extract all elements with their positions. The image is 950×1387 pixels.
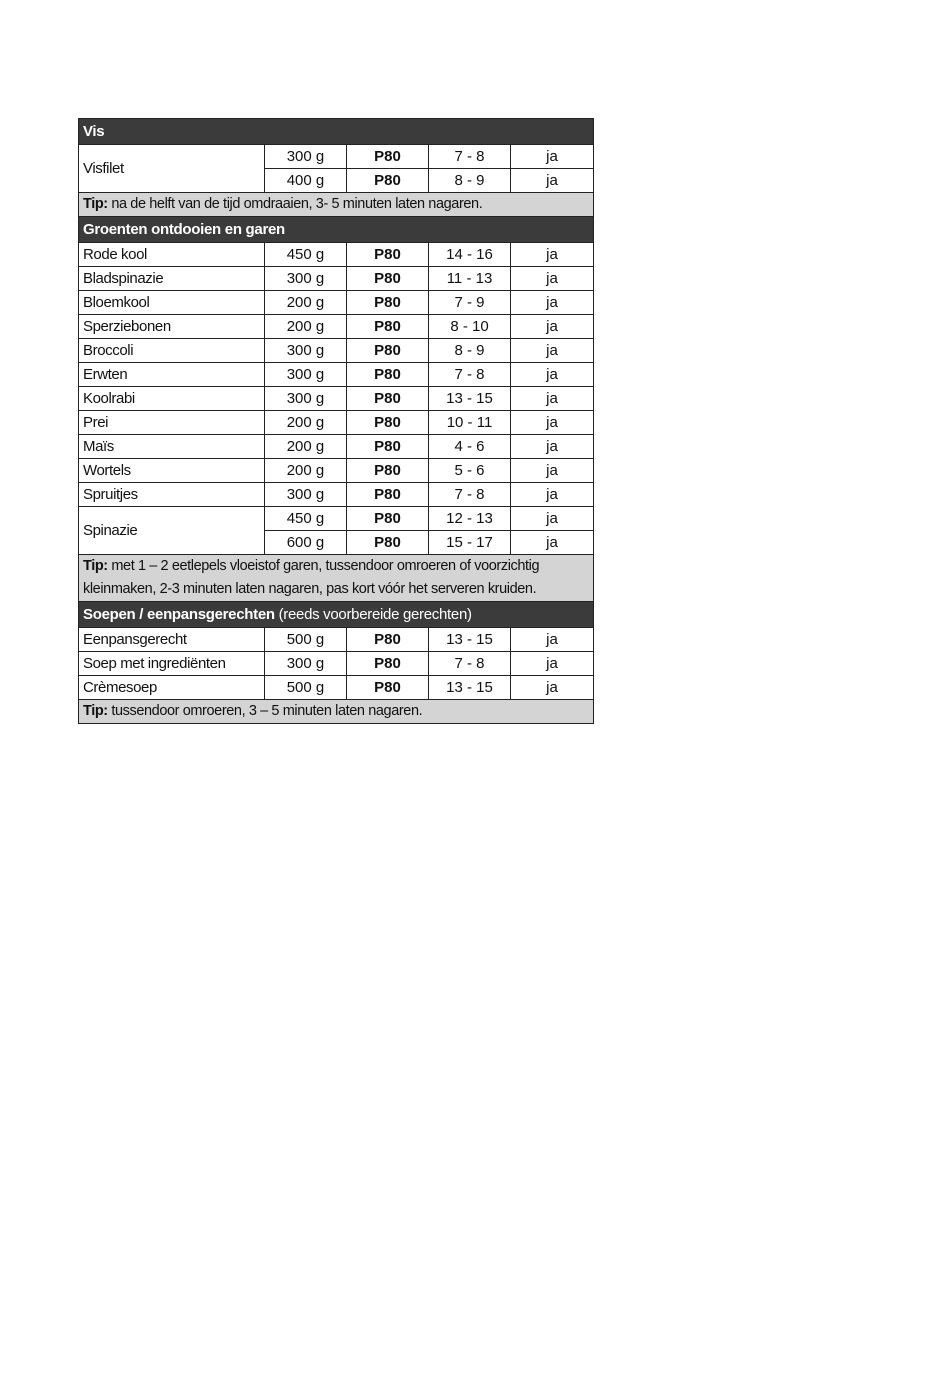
cook-time: 7 - 9 — [429, 291, 511, 315]
section-header-groenten — [79, 217, 594, 243]
food-name: Maïs — [79, 435, 265, 459]
tip-cell — [79, 555, 594, 602]
power-level: P80 — [347, 628, 429, 652]
cook-time: 13 - 15 — [429, 628, 511, 652]
answer: ja — [511, 145, 594, 169]
weight: 300 g — [265, 267, 347, 291]
cook-time: 15 - 17 — [429, 531, 511, 555]
cook-time: 4 - 6 — [429, 435, 511, 459]
weight: 450 g — [265, 507, 347, 531]
answer: ja — [511, 291, 594, 315]
table-row — [79, 676, 594, 700]
food-name: Prei — [79, 411, 265, 435]
section-header-soepen — [79, 602, 594, 628]
food-name: Rode kool — [79, 243, 265, 267]
food-name: Eenpansgerecht — [79, 628, 265, 652]
section-title: Soepen / eenpansgerechten — [83, 606, 275, 623]
tip-label: Tip: — [83, 558, 108, 574]
table-row — [79, 339, 594, 363]
table-row — [79, 267, 594, 291]
food-name: Bloemkool — [79, 291, 265, 315]
cook-time: 8 - 9 — [429, 339, 511, 363]
section-header-vis — [79, 119, 594, 145]
cook-time: 7 - 8 — [429, 652, 511, 676]
power-level: P80 — [347, 363, 429, 387]
tip-row — [79, 193, 594, 217]
food-name: Spruitjes — [79, 483, 265, 507]
answer: ja — [511, 459, 594, 483]
weight: 500 g — [265, 628, 347, 652]
cook-time: 5 - 6 — [429, 459, 511, 483]
food-name: Spinazie — [79, 507, 265, 555]
tip-text: na de helft van de tijd omdraaien, 3- 5 minuten laten nagaren. — [107, 196, 483, 212]
answer: ja — [511, 243, 594, 267]
answer: ja — [511, 387, 594, 411]
weight: 200 g — [265, 411, 347, 435]
section-subtitle: (reeds voorbereide gerechten) — [274, 606, 472, 623]
power-level: P80 — [347, 459, 429, 483]
table-row — [79, 628, 594, 652]
cook-time: 13 - 15 — [429, 387, 511, 411]
power-level: P80 — [347, 145, 429, 169]
section-title: Groenten ontdooien en garen — [79, 217, 594, 243]
power-level: P80 — [347, 676, 429, 700]
power-level: P80 — [347, 435, 429, 459]
weight: 300 g — [265, 652, 347, 676]
table-row — [79, 363, 594, 387]
cook-time: 7 - 8 — [429, 363, 511, 387]
answer: ja — [511, 411, 594, 435]
food-name: Broccoli — [79, 339, 265, 363]
cooking-table — [78, 118, 594, 724]
answer: ja — [511, 267, 594, 291]
food-name: Soep met ingrediënten — [79, 652, 265, 676]
table-row — [79, 652, 594, 676]
weight: 300 g — [265, 145, 347, 169]
cook-time: 10 - 11 — [429, 411, 511, 435]
power-level: P80 — [347, 267, 429, 291]
answer: ja — [511, 339, 594, 363]
cook-time: 14 - 16 — [429, 243, 511, 267]
cook-time: 8 - 10 — [429, 315, 511, 339]
weight: 600 g — [265, 531, 347, 555]
cook-time: 7 - 8 — [429, 145, 511, 169]
answer: ja — [511, 315, 594, 339]
power-level: P80 — [347, 531, 429, 555]
cook-time: 12 - 13 — [429, 507, 511, 531]
table-row — [79, 435, 594, 459]
weight: 450 g — [265, 243, 347, 267]
power-level: P80 — [347, 315, 429, 339]
food-name: Crèmesoep — [79, 676, 265, 700]
power-level: P80 — [347, 243, 429, 267]
table-row — [79, 507, 594, 531]
answer: ja — [511, 531, 594, 555]
weight: 200 g — [265, 315, 347, 339]
table-row — [79, 291, 594, 315]
power-level: P80 — [347, 411, 429, 435]
tip-label: Tip: — [83, 196, 108, 212]
power-level: P80 — [347, 652, 429, 676]
cook-time: 7 - 8 — [429, 483, 511, 507]
food-name: Visfilet — [79, 145, 265, 193]
answer: ja — [511, 652, 594, 676]
power-level: P80 — [347, 169, 429, 193]
weight: 200 g — [265, 435, 347, 459]
table-row — [79, 411, 594, 435]
weight: 400 g — [265, 169, 347, 193]
table-row — [79, 315, 594, 339]
answer: ja — [511, 628, 594, 652]
food-name: Sperziebonen — [79, 315, 265, 339]
food-name: Wortels — [79, 459, 265, 483]
weight: 300 g — [265, 387, 347, 411]
table-row — [79, 387, 594, 411]
weight: 200 g — [265, 459, 347, 483]
food-name: Koolrabi — [79, 387, 265, 411]
cook-time: 11 - 13 — [429, 267, 511, 291]
tip-label: Tip: — [83, 703, 108, 719]
cook-time: 8 - 9 — [429, 169, 511, 193]
cook-time: 13 - 15 — [429, 676, 511, 700]
food-name: Bladspinazie — [79, 267, 265, 291]
tip-cell — [79, 700, 594, 724]
answer: ja — [511, 363, 594, 387]
power-level: P80 — [347, 507, 429, 531]
table-row — [79, 483, 594, 507]
tip-row — [79, 555, 594, 602]
section-title: Vis — [79, 119, 594, 145]
weight: 300 g — [265, 339, 347, 363]
table-row — [79, 243, 594, 267]
answer: ja — [511, 507, 594, 531]
power-level: P80 — [347, 339, 429, 363]
weight: 300 g — [265, 483, 347, 507]
tip-text: tussendoor omroeren, 3 – 5 minuten laten nagaren. — [107, 703, 423, 719]
tip-row — [79, 700, 594, 724]
answer: ja — [511, 169, 594, 193]
table-row — [79, 459, 594, 483]
section-title-cell — [79, 602, 594, 628]
table-row — [79, 145, 594, 169]
tip-text: met 1 – 2 eetlepels vloeistof garen, tussendoor omroeren of voorzichtig kleinmaken, 2-3 minuten laten nagaren, pas kort vóór het serveren kruiden. — [83, 558, 540, 597]
weight: 500 g — [265, 676, 347, 700]
weight: 300 g — [265, 363, 347, 387]
tip-cell — [79, 193, 594, 217]
answer: ja — [511, 483, 594, 507]
food-name: Erwten — [79, 363, 265, 387]
power-level: P80 — [347, 291, 429, 315]
power-level: P80 — [347, 387, 429, 411]
answer: ja — [511, 676, 594, 700]
power-level: P80 — [347, 483, 429, 507]
weight: 200 g — [265, 291, 347, 315]
answer: ja — [511, 435, 594, 459]
